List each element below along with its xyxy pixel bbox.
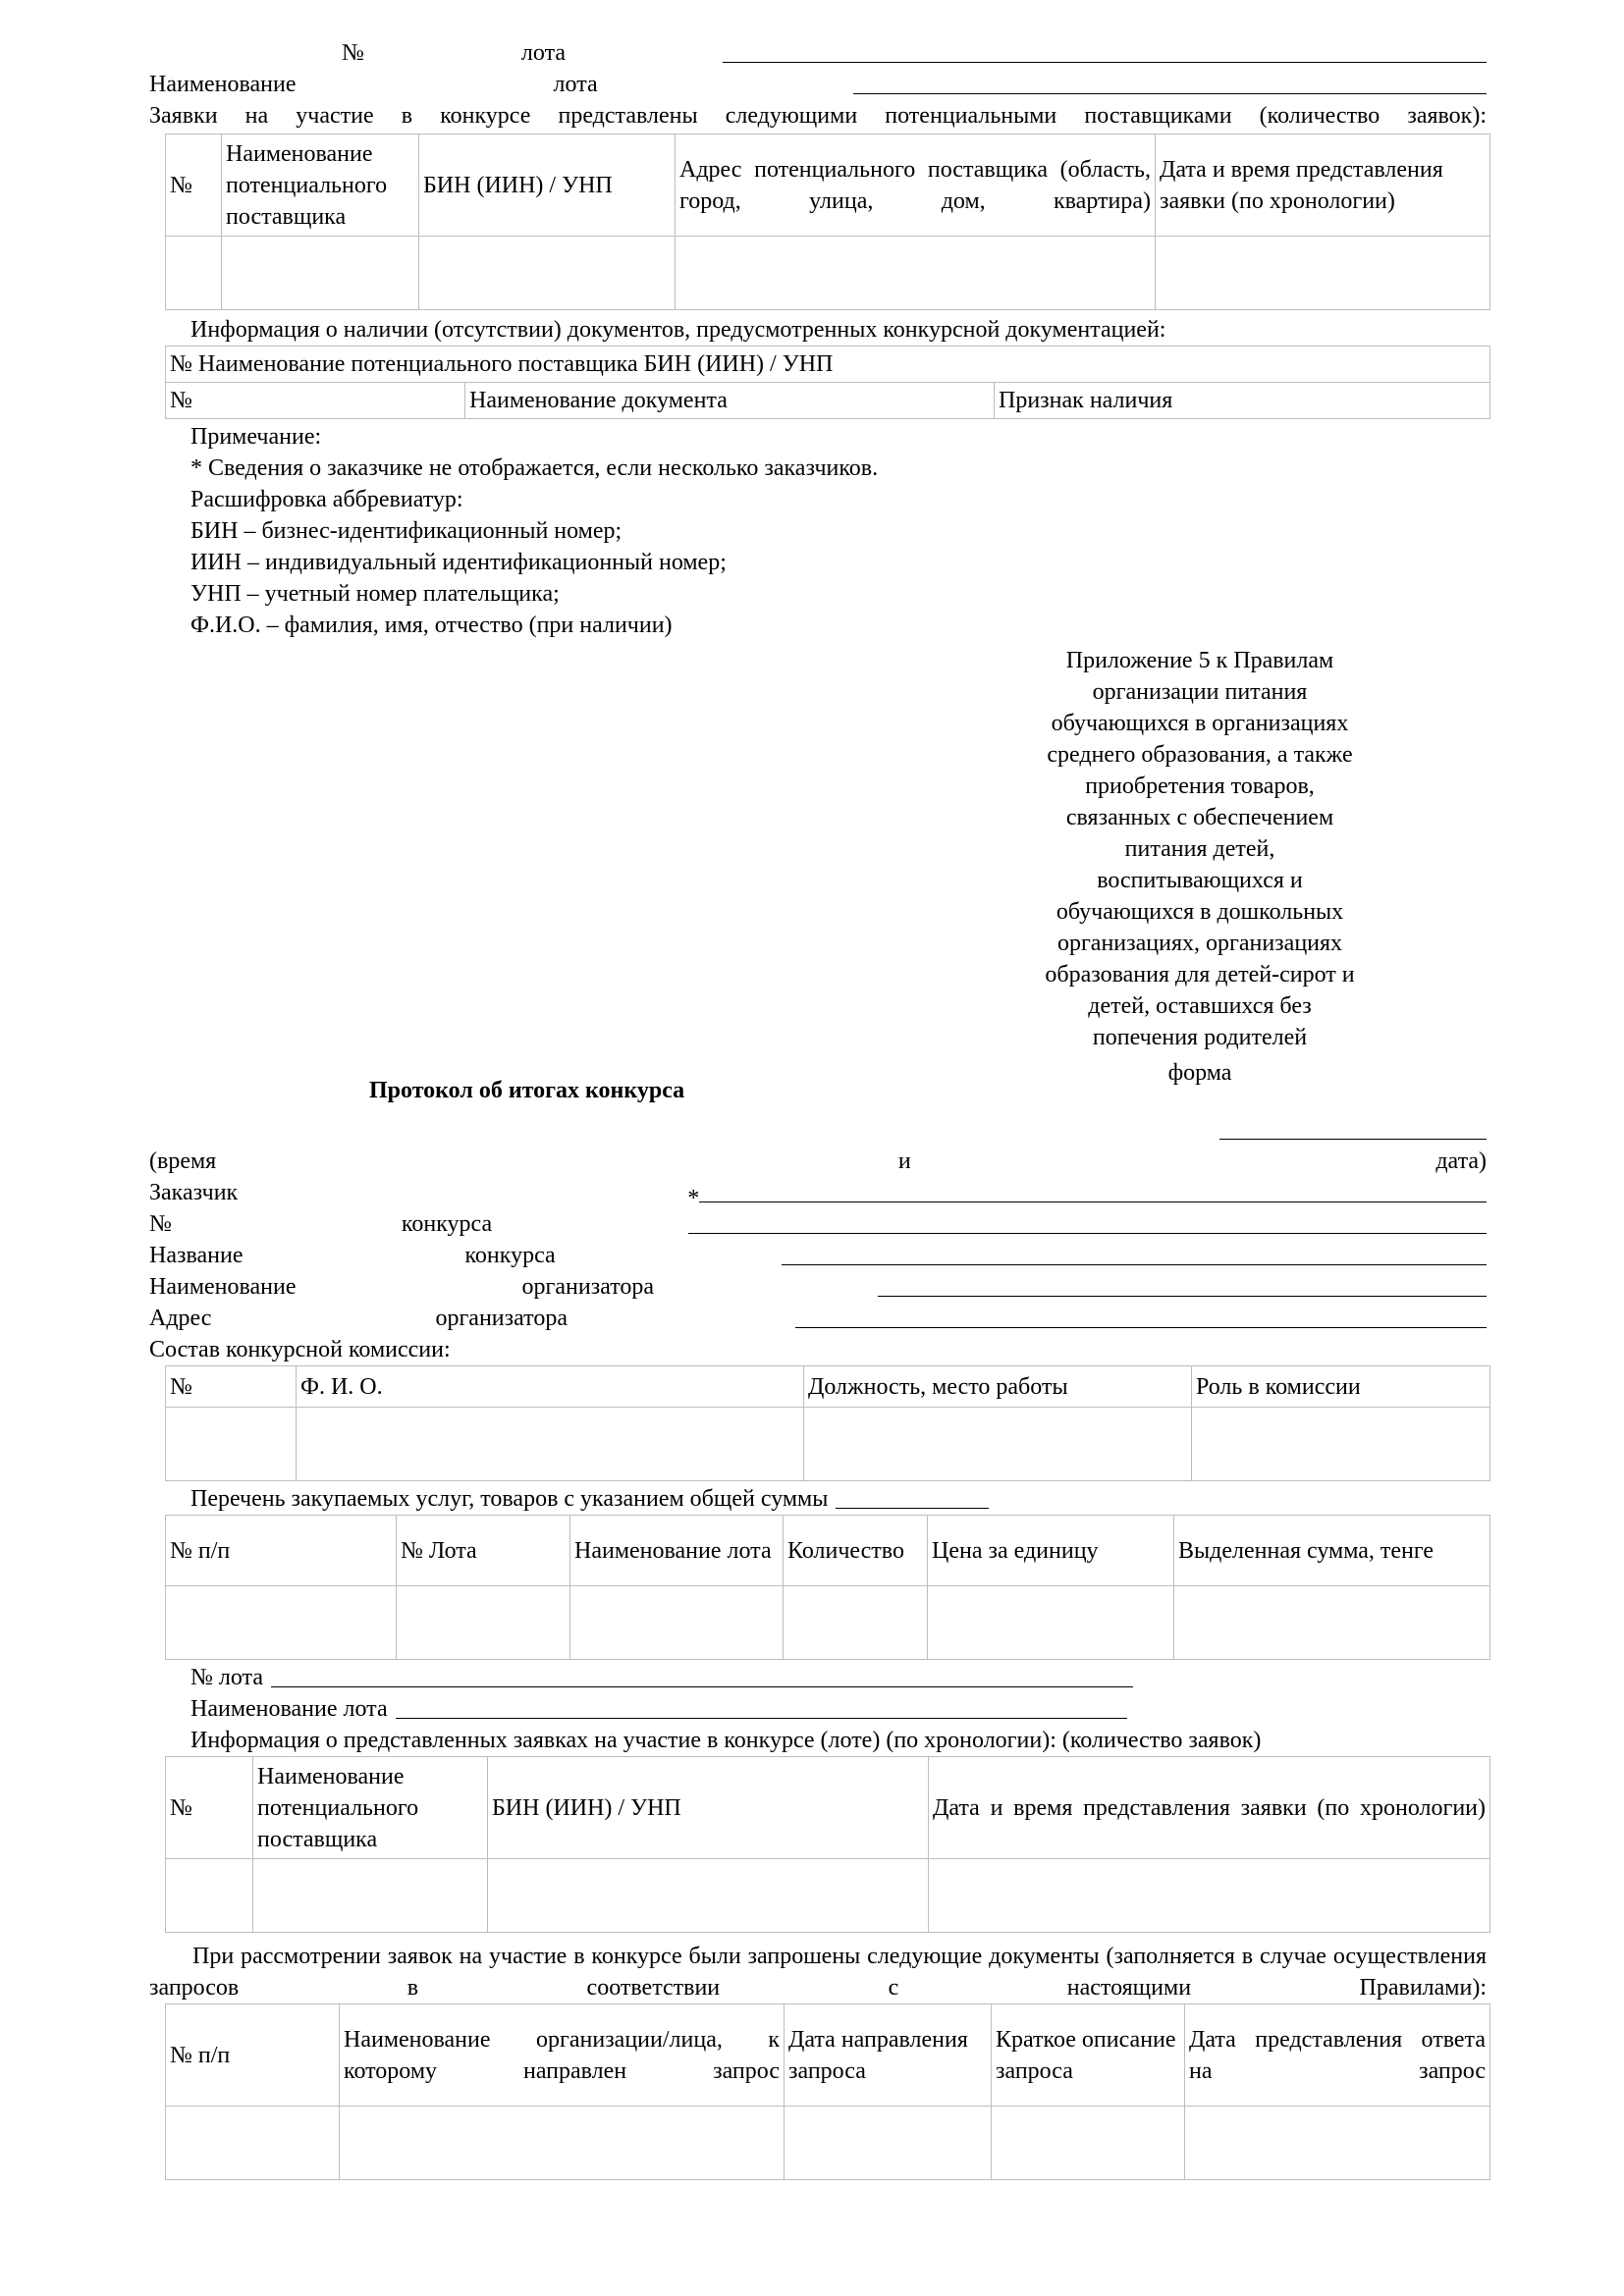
organizer-address-label: Адрес xyxy=(149,1306,212,1331)
date-field[interactable] xyxy=(1219,1119,1487,1140)
table-row xyxy=(166,1408,1490,1481)
table-header-cell: № п/п xyxy=(166,2004,340,2107)
table-cell[interactable] xyxy=(166,1586,397,1660)
table-header-cell: № xyxy=(166,383,465,419)
table-header-row xyxy=(166,2004,1490,2107)
table-header-cell: Наименование организации/лица, к которому направлен запрос xyxy=(340,2004,785,2107)
table-header-cell: Цена за единицу xyxy=(928,1516,1174,1586)
table-cell[interactable] xyxy=(784,1586,928,1660)
appendix-line: организации питания xyxy=(1092,679,1308,705)
lot-name-label: Наименование xyxy=(149,72,297,97)
appendix-line: организациях, организациях xyxy=(1056,931,1343,956)
organizer-address-field[interactable] xyxy=(795,1308,1487,1328)
table-header-cell: Должность, место работы xyxy=(804,1366,1192,1408)
table-header-cell: Дата направления запроса xyxy=(785,2004,992,2107)
purchase-intro-line xyxy=(149,1483,1487,1515)
table-header-row xyxy=(166,1366,1490,1408)
table-header-cell: Признак наличия xyxy=(995,383,1490,419)
table-cell[interactable] xyxy=(166,2107,340,2180)
docs-table xyxy=(165,346,1490,419)
time-and: и xyxy=(897,1148,911,1174)
table-header-cell: № xyxy=(166,134,222,237)
notes-block xyxy=(149,421,1487,641)
protocol-title: Протокол об итогах конкурса xyxy=(369,1078,685,1103)
table-header-row xyxy=(166,134,1490,237)
table-header-cell: Роль в комиссии xyxy=(1192,1366,1490,1408)
bids-info: Информация о представленных заявках на участие в конкурсе (лоте) (по хронологии): (количество заявок) xyxy=(190,1728,1262,1753)
table-header-cell: № п/п xyxy=(166,1516,397,1586)
appendix-line: приобретения товаров, xyxy=(1085,774,1315,799)
table-header-cell: Краткое описание запроса xyxy=(992,2004,1185,2107)
table-cell[interactable] xyxy=(929,1859,1490,1933)
requests-table xyxy=(165,2003,1490,2180)
table-row xyxy=(166,1586,1490,1660)
table-cell[interactable] xyxy=(340,2107,785,2180)
docs-supplier-row: № Наименование потенциального поставщика БИН (ИИН) / УНП xyxy=(166,347,1490,383)
table-header-cell: Наименование лота xyxy=(570,1516,784,1586)
table-row xyxy=(166,237,1490,310)
table-cell[interactable] xyxy=(928,1586,1174,1660)
customer-star: * xyxy=(687,1186,700,1211)
table-cell[interactable] xyxy=(1192,1408,1490,1481)
appendix-line: Приложение 5 к Правилам xyxy=(1065,648,1334,673)
table-cell[interactable] xyxy=(253,1859,488,1933)
table-cell[interactable] xyxy=(297,1408,804,1481)
organizer-name-label: Наименование xyxy=(149,1274,297,1300)
date-blank-line xyxy=(149,1114,1487,1146)
table-cell[interactable] xyxy=(1185,2107,1490,2180)
total-sum-field[interactable] xyxy=(836,1488,989,1509)
form-label: форма xyxy=(1167,1060,1232,1086)
appendix-line: попечения родителей xyxy=(1092,1025,1308,1050)
lot-number-line xyxy=(149,37,1487,69)
contest-number-word: конкурса xyxy=(401,1211,493,1237)
note-line: БИН – бизнес-идентификационный номер; xyxy=(190,518,623,544)
table-cell[interactable] xyxy=(397,1586,570,1660)
table-header-cell: Наименование документа xyxy=(465,383,995,419)
table-cell[interactable] xyxy=(1156,237,1490,310)
customer-label: Заказчик xyxy=(149,1180,239,1205)
lot-number-label-2: № лота xyxy=(190,1665,263,1690)
lot-number-field-2[interactable] xyxy=(271,1667,1133,1687)
table-header-cell: Адрес потенциального поставщика (область, город, улица, дом, квартира) xyxy=(676,134,1156,237)
purchase-table xyxy=(165,1515,1490,1660)
note-line: Примечание: xyxy=(190,424,322,450)
table-header-row xyxy=(166,383,1490,419)
organizer-name-field[interactable] xyxy=(878,1276,1487,1297)
contest-name-field[interactable] xyxy=(782,1245,1487,1265)
table-cell[interactable] xyxy=(419,237,676,310)
table-cell[interactable] xyxy=(488,1859,929,1933)
appendix-line: обучающихся в организациях xyxy=(1051,711,1349,736)
table-cell[interactable] xyxy=(166,1859,253,1933)
requests-intro: При рассмотрении заявок на участие в конкурсе были запрошены следующие документы (заполняется в случае осуществления запросов в соответствии с настоящими Правилами): xyxy=(149,1944,1487,2001)
table-cell[interactable] xyxy=(992,2107,1185,2180)
table-header-row xyxy=(166,1516,1490,1586)
appendix-line: питания детей, xyxy=(1124,836,1275,862)
contest-name-label: Название xyxy=(149,1243,244,1268)
appendix-line: связанных с обеспечением xyxy=(1065,805,1334,830)
note-line: * Сведения о заказчике не отображается, если несколько заказчиков. xyxy=(190,455,879,481)
table-cell[interactable] xyxy=(676,237,1156,310)
docs-intro: Информация о наличии (отсутствии) документов, предусмотренных конкурсной документацией: xyxy=(190,317,1166,343)
table-header-cell: Количество xyxy=(784,1516,928,1586)
organizer-name-word: организатора xyxy=(521,1274,655,1300)
note-line: УНП – учетный номер плательщика; xyxy=(190,581,560,607)
table-cell[interactable] xyxy=(166,1408,297,1481)
organizer-address-word: организатора xyxy=(435,1306,568,1331)
commission-label: Состав конкурсной комиссии: xyxy=(149,1337,451,1362)
date-label: дата) xyxy=(1435,1148,1487,1174)
table-header-row xyxy=(166,1757,1490,1859)
table-header-cell: № xyxy=(166,1757,253,1859)
table-header-cell: Ф. И. О. xyxy=(297,1366,804,1408)
organizer-address-line xyxy=(149,1303,1487,1334)
lot-name-word: лота xyxy=(553,72,598,97)
table-header-cell: № Лота xyxy=(397,1516,570,1586)
purchase-intro: Перечень закупаемых услуг, товаров с указанием общей суммы xyxy=(190,1486,829,1512)
table-row xyxy=(166,347,1490,383)
contest-name-line xyxy=(149,1240,1487,1271)
table-cell[interactable] xyxy=(785,2107,992,2180)
note-line: ИИН – индивидуальный идентификационный номер; xyxy=(190,550,727,575)
contest-number-line xyxy=(149,1208,1487,1240)
appendix-line: среднего образования, а также xyxy=(1047,742,1353,768)
lot-name-field[interactable] xyxy=(853,74,1487,94)
table-header-cell: Выделенная сумма, тенге xyxy=(1174,1516,1490,1586)
table-header-cell: Дата представления ответа на запрос xyxy=(1185,2004,1490,2107)
table-header-cell: Дата и время представления заявки (по хронологии) xyxy=(1156,134,1490,237)
contest-number-label: № xyxy=(149,1211,172,1237)
table-header-cell: Наименование потенциального поставщика xyxy=(253,1757,488,1859)
table-header-cell: БИН (ИИН) / УНП xyxy=(419,134,676,237)
lot-number-field[interactable] xyxy=(723,42,1487,63)
lot-name-line xyxy=(149,69,1487,100)
appendix-line: детей, оставшихся без xyxy=(1088,993,1312,1019)
lot-word: лота xyxy=(520,40,566,66)
note-line: Расшифровка аббревиатур: xyxy=(190,487,463,512)
lot-name-line-2 xyxy=(149,1693,1127,1725)
table-header-cell: № xyxy=(166,1366,297,1408)
table-cell[interactable] xyxy=(1174,1586,1490,1660)
time-date-line xyxy=(149,1146,1487,1177)
lot-name-label-2: Наименование лота xyxy=(190,1696,388,1722)
customer-line xyxy=(149,1177,1487,1211)
bids-table xyxy=(165,133,1490,310)
appendix-line: воспитывающихся и xyxy=(1097,868,1303,893)
appendix-line: образования для детей-сирот и xyxy=(1045,962,1355,988)
table-row xyxy=(166,1859,1490,1933)
commission-table xyxy=(165,1365,1490,1481)
note-line: Ф.И.О. – фамилия, имя, отчество (при наличии) xyxy=(190,613,673,638)
document-page xyxy=(149,37,1487,2180)
table-cell[interactable] xyxy=(570,1586,784,1660)
table-header-cell: БИН (ИИН) / УНП xyxy=(488,1757,929,1859)
table-cell[interactable] xyxy=(222,237,419,310)
table-row xyxy=(166,2107,1490,2180)
bids-table-2 xyxy=(165,1756,1490,1933)
time-label: (время xyxy=(149,1148,217,1174)
appendix-line: обучающихся в дошкольных xyxy=(1056,899,1344,925)
bids-intro: Заявки на участие в конкурсе представлены следующими потенциальными поставщиками (количество заявок): xyxy=(149,103,1487,129)
lot-number-line-2 xyxy=(149,1662,1133,1693)
table-cell[interactable] xyxy=(804,1408,1192,1481)
contest-number-field[interactable] xyxy=(688,1213,1487,1234)
table-cell[interactable] xyxy=(166,237,222,310)
table-header-cell: Наименование потенциального поставщика xyxy=(222,134,419,237)
customer-field[interactable] xyxy=(699,1182,1487,1202)
table-header-cell: Дата и время представления заявки (по хронологии) xyxy=(929,1757,1490,1859)
contest-name-word: конкурса xyxy=(464,1243,556,1268)
lot-number-label: № xyxy=(342,40,364,66)
organizer-name-line xyxy=(149,1271,1487,1303)
lot-name-field-2[interactable] xyxy=(396,1698,1127,1719)
appendix-block xyxy=(1013,645,1386,1089)
